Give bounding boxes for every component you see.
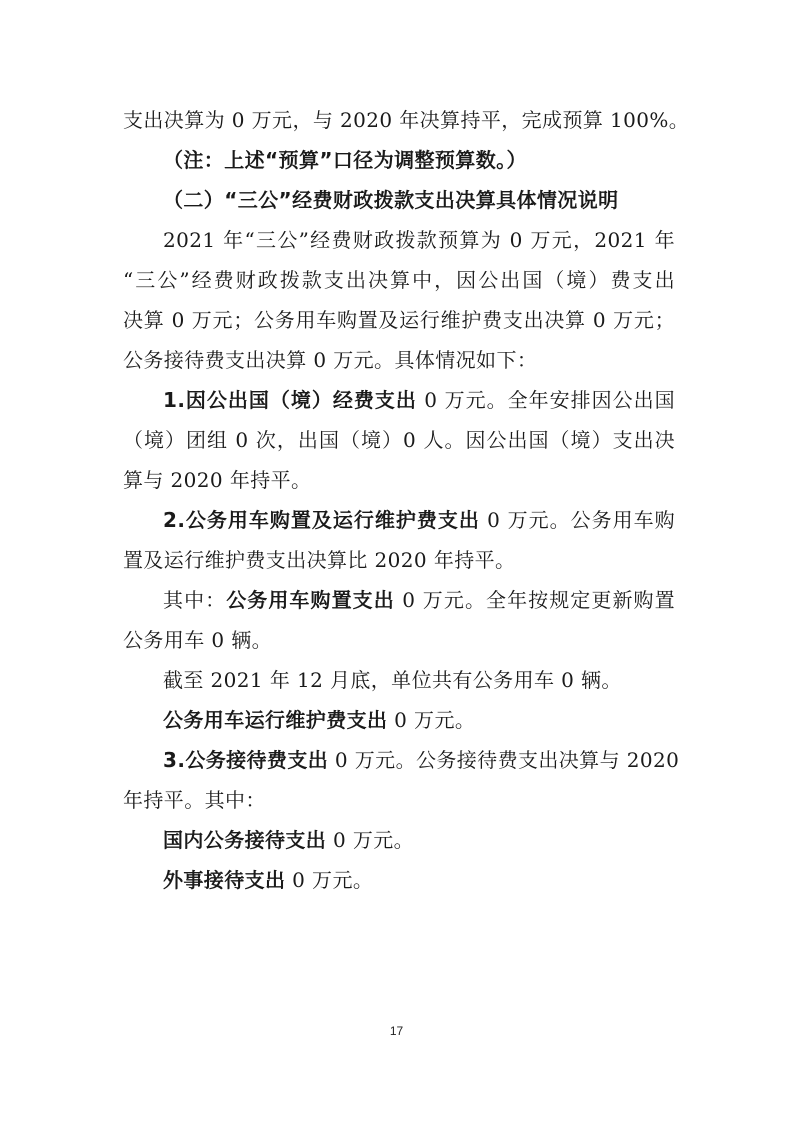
item-heading: 2.公务用车购置及运行维护费支出: [163, 508, 480, 532]
item-heading: 国内公务接待支出: [163, 828, 327, 852]
paragraph-line: 截至 2021 年 12 月底，单位共有公务用车 0 辆。: [163, 668, 622, 692]
note-line: （注：上述“预算”口径为调整预算数。）: [163, 148, 527, 172]
paragraph-line: [123, 860, 675, 900]
item-heading: 外事接待支出: [163, 868, 286, 892]
paragraph-line: 年持平。其中：: [123, 788, 266, 812]
paragraph-line: （境）团组 0 次，出国（境）0 人。因公出国（境）支出决: [123, 428, 675, 452]
page-number: 17: [389, 1024, 404, 1038]
item-text: 0 万元。: [285, 868, 374, 892]
document-body: [123, 100, 690, 900]
paragraph-line: 置及运行维护费支出决算比 2020 年持平。: [123, 548, 516, 572]
item-text: 0 万元。: [326, 828, 415, 852]
item-text: 0 万元。全年安排因公出国: [416, 388, 676, 412]
item-text: 0 万元。全年按规定更新购置: [394, 588, 675, 612]
paragraph-line: 支出决算为 0 万元，与 2020 年决算持平，完成预算 100%。: [123, 108, 690, 132]
item-heading: 公务用车运行维护费支出: [163, 708, 388, 732]
paragraph-line: 公务接待费支出决算 0 万元。具体情况如下：: [123, 348, 538, 372]
paragraph-line: [123, 700, 675, 740]
paragraph-line: [123, 740, 680, 780]
item-text: 0 万元。公务接待费支出决算与 2020: [328, 748, 680, 772]
paragraph-line: [123, 580, 675, 620]
paragraph-line: 公务用车 0 辆。: [123, 628, 273, 652]
paragraph-line: [123, 380, 675, 420]
item-heading: 1.因公出国（境）经费支出: [163, 388, 417, 412]
paragraph-line: “三公”经费财政拨款支出决算中，因公出国（境）费支出: [123, 268, 675, 292]
item-text: 0 万元。公务用车购: [479, 508, 675, 532]
item-prefix: 其中：: [163, 588, 227, 612]
item-heading: 公务用车购置支出: [226, 588, 395, 612]
paragraph-line: [123, 820, 675, 860]
paragraph-line: 决算 0 万元；公务用车购置及运行维护费支出决算 0 万元；: [123, 308, 675, 332]
item-heading: 3.公务接待费支出: [163, 748, 329, 772]
paragraph-line: [123, 500, 675, 540]
section-heading: （二）“三公”经费财政拨款支出决算具体情况说明: [163, 188, 619, 212]
item-text: 0 万元。: [387, 708, 476, 732]
paragraph-line: 2021 年“三公”经费财政拨款预算为 0 万元，2021 年: [163, 228, 675, 252]
paragraph-line: 算与 2020 年持平。: [123, 468, 312, 492]
